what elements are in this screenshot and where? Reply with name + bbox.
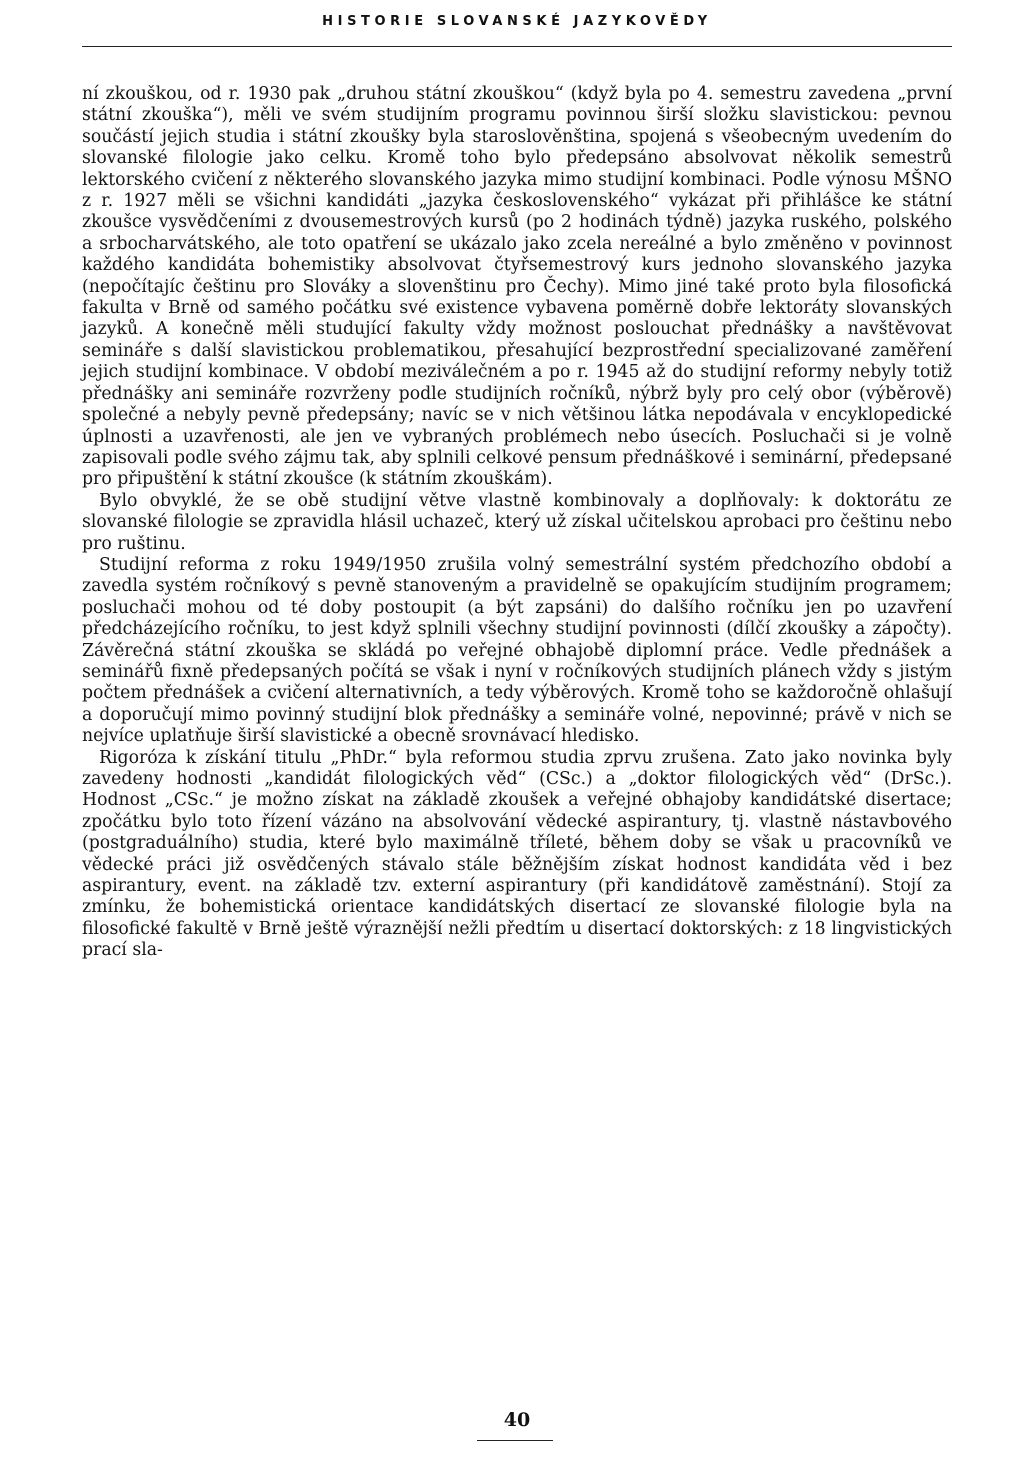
- header-divider: [82, 46, 952, 47]
- body-text: [82, 84, 952, 962]
- paragraph-2: Bylo obvyklé, že se obě studijní větve vlastně kombinovaly a doplňovaly: k doktorátu ze slovanské filologie se zpravidla hlásil uchazeč, který už získal učitelskou aprobaci pro češtinu nebo pro ruštinu.: [82, 490, 952, 554]
- page-number-underline: [477, 1440, 553, 1441]
- paragraph-4: Rigoróza k získání titulu „PhDr.“ byla reformou studia zprvu zrušena. Zato jako novinka byly zavedeny hodnosti „kandidát filologických věd“ (CSc.) a „doktor filologických věd“ (DrSc.). Hodnost „CSc.“ je možno získat na základě zkoušek a veřejné obhajoby kandidátské disertace; zpočátku bylo toto řízení vázáno na absolvování vědecké aspirantury, tj. vlastně nástavbového (postgraduálního) studia, které bylo maximálně tříleté, během doby se však u pracovníků ve vědecké práci již osvědčených stávalo stále běžnějším získat hodnost kandidáta věd i bez aspirantury, event. na základě tzv. externí aspirantury (při kandidátově zaměstnání). Stojí za zmínku, že bohemistická orientace kandidátských disertací ze slovanské filologie byla na filosofické fakultě v Brně ještě výraznější nežli předtím u disertací doktorských: z 18 lingvistických prací sla-: [82, 747, 952, 961]
- paragraph-3: Studijní reforma z roku 1949/1950 zrušila volný semestrální systém předchozího období a zavedla systém ročníkový s pevně stanoveným a pravidelně se opakujícím studijním programem; posluchači mohou od té doby postoupit (a být zapsáni) do dalšího ročníku jen po uzavření předcházejícího ročníku, to jest když splnili všechny studijní povinnosti (dílčí zkoušky a zápočty). Závěrečná státní zkouška se skládá po veřejné obhajobě diplomní práce. Vedle přednášek a seminářů fixně předepsaných počítá se však i nyní v ročníkových studijních plánech vždy s jistým počtem přednášek a cvičení alternativních, a tedy výběrových. Kromě toho se každoročně ohlašují a doporučují mimo povinný studijní blok přednášky a semináře volné, nepovinné; právě v nich se nejvíce uplatňuje širší slavistické a obecně srovnávací hledisko.: [82, 554, 952, 747]
- page-number: 40: [503, 1409, 531, 1431]
- paragraph-1: ní zkouškou, od r. 1930 pak „druhou státní zkouškou“ (když byla po 4. semestru zavedena „první státní zkouška“), měli ve svém studijním programu povinnou širší složku slavistickou: pevnou součástí jejich studia i státní zkoušky byla staroslověnština, spojená s všeobecným uvedením do slovanské filologie jako celku. Kromě toho bylo předepsáno absolvovat několik semestrů lektorského cvičení z některého slovanského jazyka mimo studijní kombinaci. Podle výnosu MŠNO z r. 1927 měli se všichni kandidáti „jazyka československého“ vykázat při přihlášce ke státní zkoušce vysvědčeními z dvousemestrových kursů (po 2 hodinách týdně) jazyka ruského, polského a srbocharvátského, ale toto opatření se ukázalo jako zcela nereálné a bylo změněno v povinnost každého kandidáta bohemistiky absolvovat čtyřsemestrový kurs jednoho slovanského jazyka (nepočítajíc češtinu pro Slováky a slovenštinu pro Čechy). Mimo jiné také proto byla filosofická fakulta v Brně od samého počátku své existence vybavena poměrně dobře lektoráty slovanských jazyků. A konečně měli studující fakulty vždy možnost poslouchat přednášky a navštěvovat semináře s další slavistickou problematikou, přesahující bezprostřední specializované zaměření jejich studijní kombinace. V období meziválečném a po r. 1945 až do studijní reformy nebyly totiž přednášky ani semináře rozvrženy podle studijních ročníků, nýbrž byly pro celý obor (výběrově) společné a nebyly pevně předepsány; navíc se v nich většinou látka nepodávala v encyklopedické úplnosti a uzavřenosti, ale jen ve vybraných problémech nebo úsecích. Posluchači si je volně zapisovali podle svého zájmu tak, aby splnili celkové pensum přednáškové i seminární, předepsané pro připuštění k státní zkoušce (k státním zkouškám).: [82, 84, 952, 490]
- running-header: HISTORIE SLOVANSKÉ JAZYKOVĚDY: [322, 14, 712, 29]
